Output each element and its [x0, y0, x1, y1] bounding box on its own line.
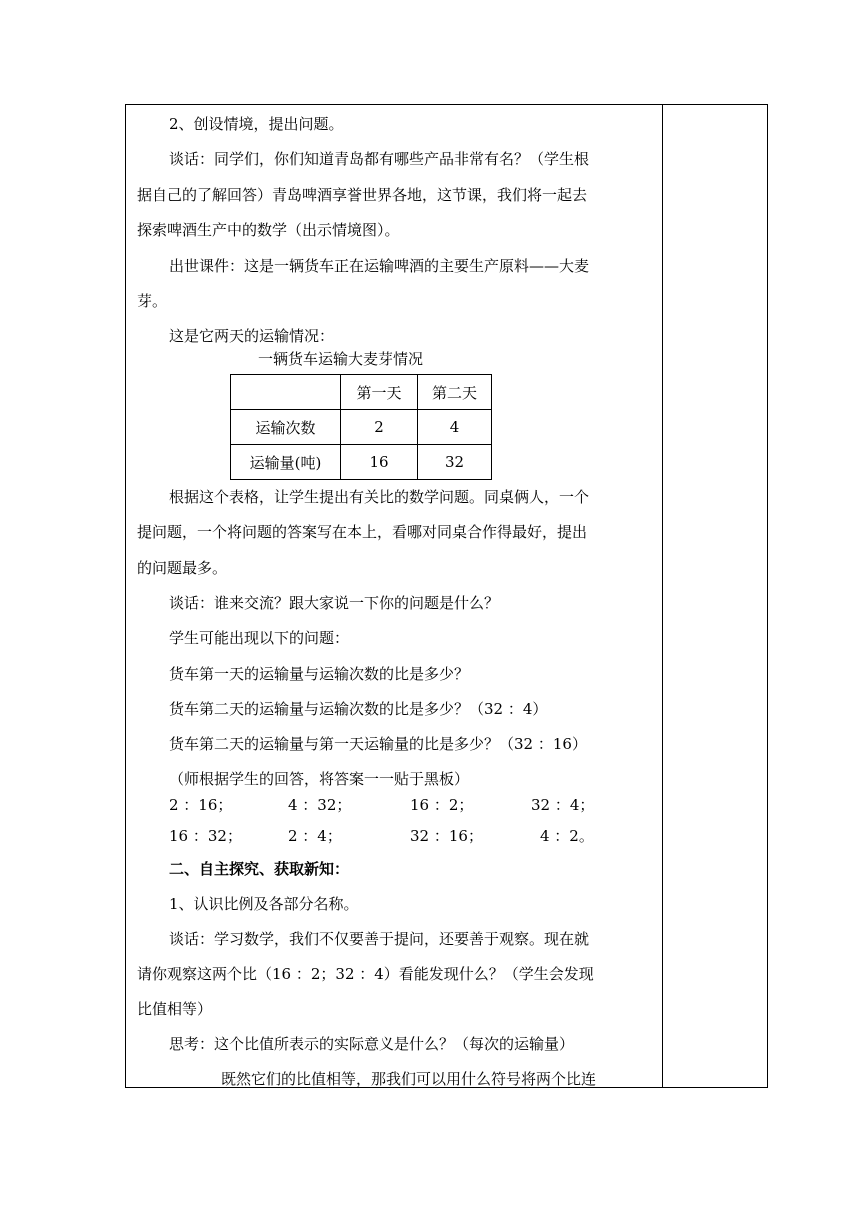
text-line: 货车第一天的运输量与运输次数的比是多少？	[169, 665, 470, 683]
table-row	[231, 445, 492, 480]
text-line: 根据这个表格，让学生提出有关比的数学问题。同桌俩人，一个	[169, 488, 590, 506]
text-line: 思考：这个比值所表示的实际意义是什么？（每次的运输量）	[169, 1035, 575, 1053]
text-line: （师根据学生的回答，将答案一一贴于黑板）	[169, 770, 470, 788]
text-line: 学生可能出现以下的问题：	[169, 629, 350, 647]
text-line: 出世课件：这是一辆货车正在运输啤酒的主要生产原料——大麦	[169, 257, 590, 275]
text-line: 据自己的了解回答）青岛啤酒享誉世界各地，这节课，我们将一起去	[137, 186, 588, 204]
table-header-cell	[231, 375, 341, 410]
text-line: 谈话：同学们，你们知道青岛都有哪些产品非常有名？（学生根	[169, 150, 590, 168]
ratio-item: 2 ：16；	[169, 796, 233, 814]
table-cell: 运输次数	[231, 410, 341, 445]
table-cell: 2	[341, 410, 418, 445]
table-cell: 4	[418, 410, 492, 445]
ratio-item: 2 ：4；	[288, 827, 342, 845]
text-line: 货车第二天的运输量与运输次数的比是多少？（32 ：4）	[169, 700, 548, 718]
ratio-item: 32 ：4；	[531, 796, 595, 814]
ratio-item: 4 ：2。	[540, 827, 594, 845]
section-heading: 二、自主探究、获取新知：	[169, 860, 350, 878]
ratio-item: 32 ：16；	[410, 827, 483, 845]
ratio-item: 4 ：32；	[288, 796, 352, 814]
table-header-cell: 第一天	[341, 375, 418, 410]
text-line: 货车第二天的运输量与第一天运输量的比是多少？（32 ：16）	[169, 735, 587, 753]
text-line: 这是它两天的运输情况：	[169, 327, 335, 345]
text-line: 谈话：谁来交流？跟大家说一下你的问题是什么？	[169, 594, 500, 612]
transport-table	[230, 374, 492, 480]
table-row	[231, 375, 492, 410]
text-line: 提问题，一个将问题的答案写在本上，看哪对同桌合作得最好，提出	[137, 523, 588, 541]
text-line: 比值相等）	[137, 1000, 213, 1018]
text-line: 既然它们的比值相等，那我们可以用什么符号将两个比连	[221, 1070, 597, 1088]
table-cell: 32	[418, 445, 492, 480]
table-header-cell: 第二天	[418, 375, 492, 410]
text-line: 的问题最多。	[137, 559, 228, 577]
text-line: 1、认识比例及各部分名称。	[169, 895, 359, 913]
table-cell: 运输量(吨)	[231, 445, 341, 480]
text-line: 2、创设情境，提出问题。	[169, 115, 344, 133]
text-line: 探索啤酒生产中的数学（出示情境图）。	[137, 221, 400, 239]
column-divider	[662, 104, 663, 1088]
text-line: 芽。	[137, 292, 168, 310]
table-caption: 一辆货车运输大麦芽情况	[258, 350, 424, 368]
table-cell: 16	[341, 445, 418, 480]
table-row	[231, 410, 492, 445]
text-line: 谈话：学习数学，我们不仅要善于提问，还要善于观察。现在就	[169, 930, 590, 948]
ratio-item: 16 ：32；	[169, 827, 242, 845]
ratio-item: 16 ：2；	[410, 796, 474, 814]
text-line: 请你观察这两个比（16 ：2；32 ：4）看能发现什么？（学生会发现	[137, 965, 594, 983]
